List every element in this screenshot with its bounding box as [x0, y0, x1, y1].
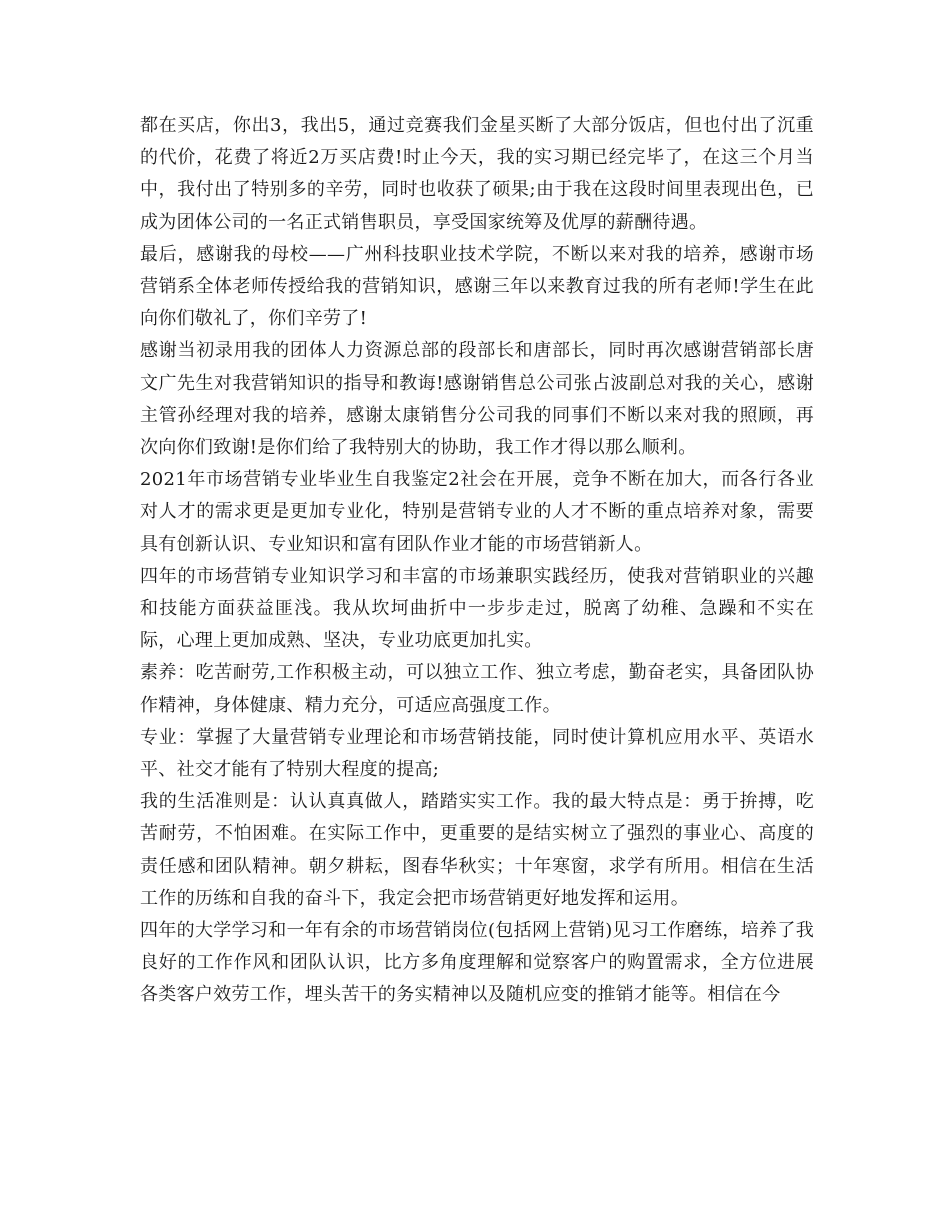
paragraph-8: 我的生活准则是：认认真真做人，踏踏实实工作。我的最大特点是：勇于拚搏，吃苦耐劳，不怕困难。在实际工作中，更重要的是结实树立了强烈的事业心、高度的责任感和团队精神。朝夕耕耘，图春华秋实；十年寒窗，求学有所用。相信在生活工作的历练和自我的奋斗下，我定会把市场营销更好地发挥和运用。 [140, 791, 814, 909]
paragraph-3: 感谢当初录用我的团体人力资源总部的段部长和唐部长，同时再次感谢营销部长唐文广先生对我营销知识的指导和教诲!感谢销售总公司张占波副总对我的关心，感谢主管孙经理对我的培养，感谢太康销售分公司我的同事们不断以来对我的照顾，再次向你们致谢!是你们给了我特别大的协助，我工作才得以那么顺利。 [140, 340, 814, 459]
paragraph-5: 四年的市场营销专业知识学习和丰富的市场兼职实践经历，使我对营销职业的兴趣和技能方面获益匪浅。我从坎坷曲折中一步步走过，脱离了幼稚、急躁和不实在际，心理上更加成熟、坚决，专业功底更加扎实。 [140, 565, 814, 652]
paragraph-6: 素养：吃苦耐劳,工作积极主动，可以独立工作、独立考虑，勤奋老实，具备团队协作精神，身体健康、精力充分，可适应高强度工作。 [140, 662, 814, 716]
paragraph-1: 都在买店，你出3，我出5，通过竞赛我们金星买断了大部分饭店，但也付出了沉重的代价，花费了将近2万买店费!时止今天，我的实习期已经完毕了，在这三个月当中，我付出了特别多的辛劳，同时也收获了硕果;由于我在这段时间里表现出色，已成为团体公司的一名正式销售职员，享受国家统筹及优厚的薪酬待遇。 [140, 115, 814, 233]
paragraph-4: 2021年市场营销专业毕业生自我鉴定2社会在开展，竞争不断在加大，而各行各业对人才的需求更是更加专业化，特别是营销专业的人才不断的重点培养对象，需要具有创新认识、专业知识和富有团队作业才能的市场营销新人。 [140, 469, 814, 555]
paragraph-2: 最后，感谢我的母校——广州科技职业技术学院，不断以来对我的培养，感谢市场营销系全体老师传授给我的营销知识，感谢三年以来教育过我的所有老师!学生在此向你们敬礼了，你们辛劳了! [140, 243, 814, 330]
document-body [140, 110, 814, 1012]
paragraph-7: 专业：掌握了大量营销专业理论和市场营销技能，同时使计算机应用水平、英语水平、社交才能有了特别大程度的提高; [140, 726, 814, 781]
paragraph-9: 四年的大学学习和一年有余的市场营销岗位(包括网上营销)见习工作磨练，培养了我良好的工作作风和团队认识，比方多角度理解和觉察客户的购置需求，全方位进展各类客户效劳工作，埋头苦干的务实精神以及随机应变的推销才能等。相信在今 [140, 920, 814, 1006]
